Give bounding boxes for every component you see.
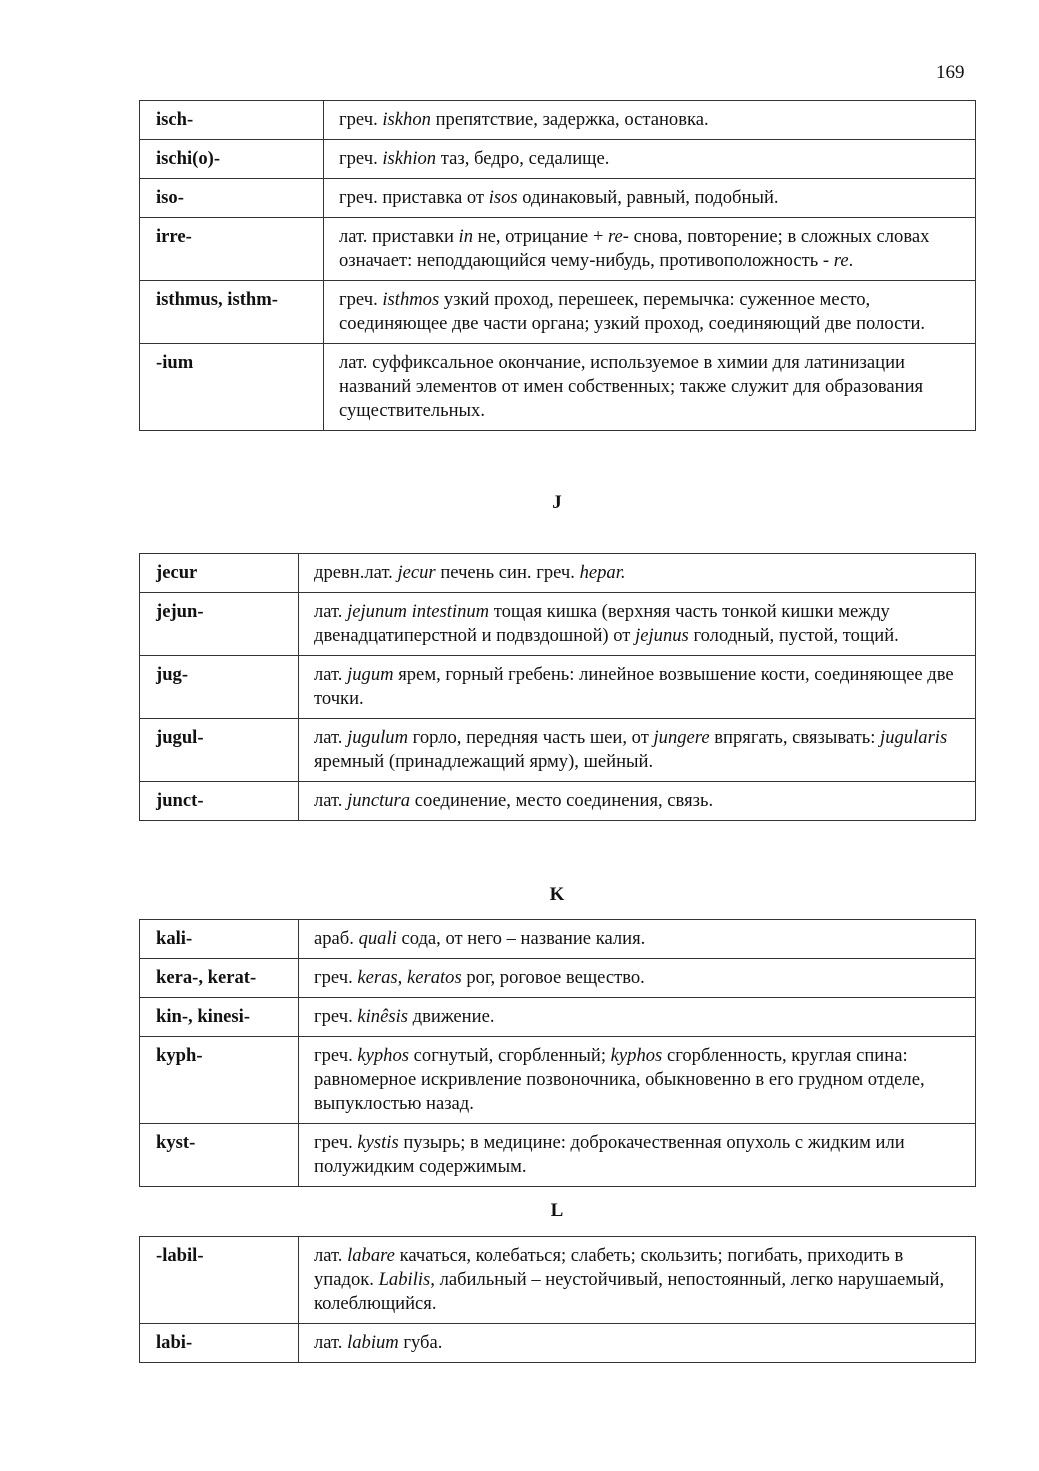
definition-segment: пузырь; в медицине: доброкачественная опухоль с жидким или полужидким содержимым. (314, 1132, 905, 1177)
definition-italic-segment: isthmos (382, 289, 440, 310)
table-row (140, 1037, 976, 1124)
definition-segment: греч. (314, 1045, 358, 1066)
entry-definition (299, 1237, 976, 1324)
table-row (140, 656, 976, 719)
entry-term: jejun- (140, 593, 299, 656)
definition-segment: греч. (314, 967, 358, 988)
definition-italic-segment: quali (358, 928, 397, 949)
table-row (140, 959, 976, 998)
definition-italic-segment: in (458, 226, 474, 247)
definition-segment: лат. (314, 601, 348, 622)
definition-segment: греч. (314, 1132, 358, 1153)
definition-segment: лат. (314, 664, 348, 685)
table-body (140, 1237, 976, 1363)
section-letter-j: J (552, 492, 562, 513)
definition-segment: лат. (314, 1332, 348, 1353)
table-body (140, 920, 976, 1187)
definition-segment: горло, передняя часть шеи, от (408, 727, 654, 748)
entry-definition (324, 218, 976, 281)
definition-segment: узкий проход, перешеек, перемычка: суженное место, соединяющее две части органа; узкий проход, соединяющий две полости. (339, 289, 926, 334)
definition-segment: лат. приставки (339, 226, 459, 247)
entry-definition (324, 344, 976, 431)
definition-italic-segment: kyphos (610, 1045, 663, 1066)
definition-segment: греч. (339, 109, 383, 130)
table-row (140, 344, 976, 431)
definition-segment: лат. суффиксальное окончание, используемое в химии для латинизации названий элементов от имен собственных; также служит для образования существительных. (339, 352, 924, 421)
definition-italic-segment: jejunum intestinum (347, 601, 490, 622)
entry-term: jugul- (140, 719, 299, 782)
definition-segment: сода, от него – название калия. (396, 928, 646, 949)
entry-term: kyst- (140, 1124, 299, 1187)
definition-segment: араб. (314, 928, 359, 949)
entry-definition (324, 179, 976, 218)
table-row (140, 1324, 976, 1363)
table-row (140, 998, 976, 1037)
table-row (140, 218, 976, 281)
entry-definition (299, 998, 976, 1037)
entry-definition (299, 719, 976, 782)
entry-definition (324, 101, 976, 140)
table-row (140, 1124, 976, 1187)
definition-segment: тощая кишка (верхняя часть тонкой кишки между двенадцатиперстной и подвздошной) от (314, 601, 890, 646)
definition-italic-segment: kyphos (357, 1045, 410, 1066)
definition-segment: , (397, 967, 407, 988)
definition-italic-segment: labium (347, 1332, 399, 1353)
definition-segment: древн.лат. (314, 562, 398, 583)
entry-term: -ium (140, 344, 324, 431)
entry-definition (299, 1037, 976, 1124)
entry-term: isch- (140, 101, 324, 140)
definition-italic-segment: jecur (397, 562, 436, 583)
definition-italic-segment: jugulum (347, 727, 409, 748)
definition-italic-segment: keras (357, 967, 398, 988)
definition-segment: одинаковый, равный, подобный. (517, 187, 779, 208)
dictionary-table-l (139, 1236, 976, 1363)
table-row (140, 593, 976, 656)
entry-definition (299, 920, 976, 959)
table-row (140, 719, 976, 782)
entry-term: jug- (140, 656, 299, 719)
section-letter-k: K (549, 884, 565, 905)
definition-segment: греч. (339, 148, 383, 169)
table-row (140, 281, 976, 344)
table-body (140, 101, 976, 431)
table-row (140, 179, 976, 218)
definition-segment: препятствие, задержка, остановка. (430, 109, 709, 130)
entry-definition (299, 554, 976, 593)
entry-term: iso- (140, 179, 324, 218)
table-row (140, 101, 976, 140)
page-number: 169 (936, 62, 965, 83)
table-row (140, 140, 976, 179)
definition-segment: лабильный – неустойчивый, непостоянный, легко нарушаемый, колеблющийся. (314, 1269, 945, 1314)
entry-definition (324, 140, 976, 179)
definition-italic-segment: iskhon (382, 109, 431, 130)
definition-italic-segment: junctura (347, 790, 411, 811)
definition-segment: рог, роговое вещество. (461, 967, 645, 988)
definition-italic-segment: hepar. (579, 562, 626, 583)
section-letter-l: L (550, 1200, 564, 1221)
definition-segment: печень син. греч. (435, 562, 580, 583)
definition-segment: качаться, колебаться; слабеть; скользить; погибать, приходить в упадок. (314, 1245, 904, 1290)
definition-italic-segment: keratos (406, 967, 462, 988)
entry-term: kin-, kinesi- (140, 998, 299, 1037)
definition-segment: лат. (314, 1245, 348, 1266)
entry-term: kali- (140, 920, 299, 959)
definition-segment: ярем, горный гребень: линейное возвышение кости, соединяющее две точки. (314, 664, 954, 709)
table-row (140, 1237, 976, 1324)
definition-segment: губа. (398, 1332, 443, 1353)
dictionary-table-j (139, 553, 976, 821)
entry-term: irre- (140, 218, 324, 281)
definition-italic-segment: re (833, 250, 849, 271)
entry-definition (299, 593, 976, 656)
definition-segment: голодный, пустой, тощий. (688, 625, 899, 646)
entry-term: junct- (140, 782, 299, 821)
definition-italic-segment: jugum (347, 664, 394, 685)
definition-segment: . (848, 250, 854, 271)
definition-segment: соединение, место соединения, связь. (410, 790, 714, 811)
dictionary-table-k (139, 919, 976, 1187)
definition-italic-segment: jugularis (880, 727, 948, 748)
entry-term: kyph- (140, 1037, 299, 1124)
definition-segment: греч. (339, 289, 383, 310)
entry-definition (299, 959, 976, 998)
entry-term: labi- (140, 1324, 299, 1363)
entry-term: kera-, kerat- (140, 959, 299, 998)
definition-segment: греч. (314, 1006, 358, 1027)
entry-term: -labil- (140, 1237, 299, 1324)
definition-italic-segment: re- (607, 226, 629, 247)
table-row (140, 782, 976, 821)
definition-segment: согнутый, сгорбленный; (409, 1045, 611, 1066)
definition-italic-segment: jungere (653, 727, 710, 748)
definition-italic-segment: labare (347, 1245, 395, 1266)
table-body (140, 554, 976, 821)
entry-definition (299, 1124, 976, 1187)
table-row (140, 920, 976, 959)
definition-italic-segment: kystis (357, 1132, 399, 1153)
entry-term: ischi(o)- (140, 140, 324, 179)
definition-segment: греч. приставка от (339, 187, 489, 208)
definition-segment: сгорбленность, круглая спина: равномерное искривление позвоночника, обыкновенно в его грудном отделе, выпуклостью назад. (314, 1045, 925, 1114)
dictionary-table-i (139, 100, 976, 431)
definition-segment: снова, повторение; в сложных словах означает: неподдающийся чему-нибудь, противоположность - (339, 226, 930, 271)
entry-definition (299, 656, 976, 719)
entry-term: jecur (140, 554, 299, 593)
entry-definition (299, 782, 976, 821)
definition-italic-segment: isos (488, 187, 518, 208)
definition-segment: лат. (314, 790, 348, 811)
definition-segment: не, отрицание + (473, 226, 608, 247)
definition-segment: таз, бедро, седалище. (436, 148, 610, 169)
entry-term: isthmus, isthm- (140, 281, 324, 344)
definition-italic-segment: iskhion (382, 148, 437, 169)
definition-italic-segment: Labilis, (378, 1269, 435, 1290)
table-row (140, 554, 976, 593)
definition-italic-segment: jejunus (635, 625, 689, 646)
definition-segment: движение. (407, 1006, 495, 1027)
definition-italic-segment: kinêsis (357, 1006, 408, 1027)
definition-segment: лат. (314, 727, 348, 748)
entry-definition (299, 1324, 976, 1363)
entry-definition (324, 281, 976, 344)
definition-segment: яремный (принадлежащий ярму), шейный. (314, 751, 654, 772)
definition-segment: впрягать, связывать: (709, 727, 881, 748)
